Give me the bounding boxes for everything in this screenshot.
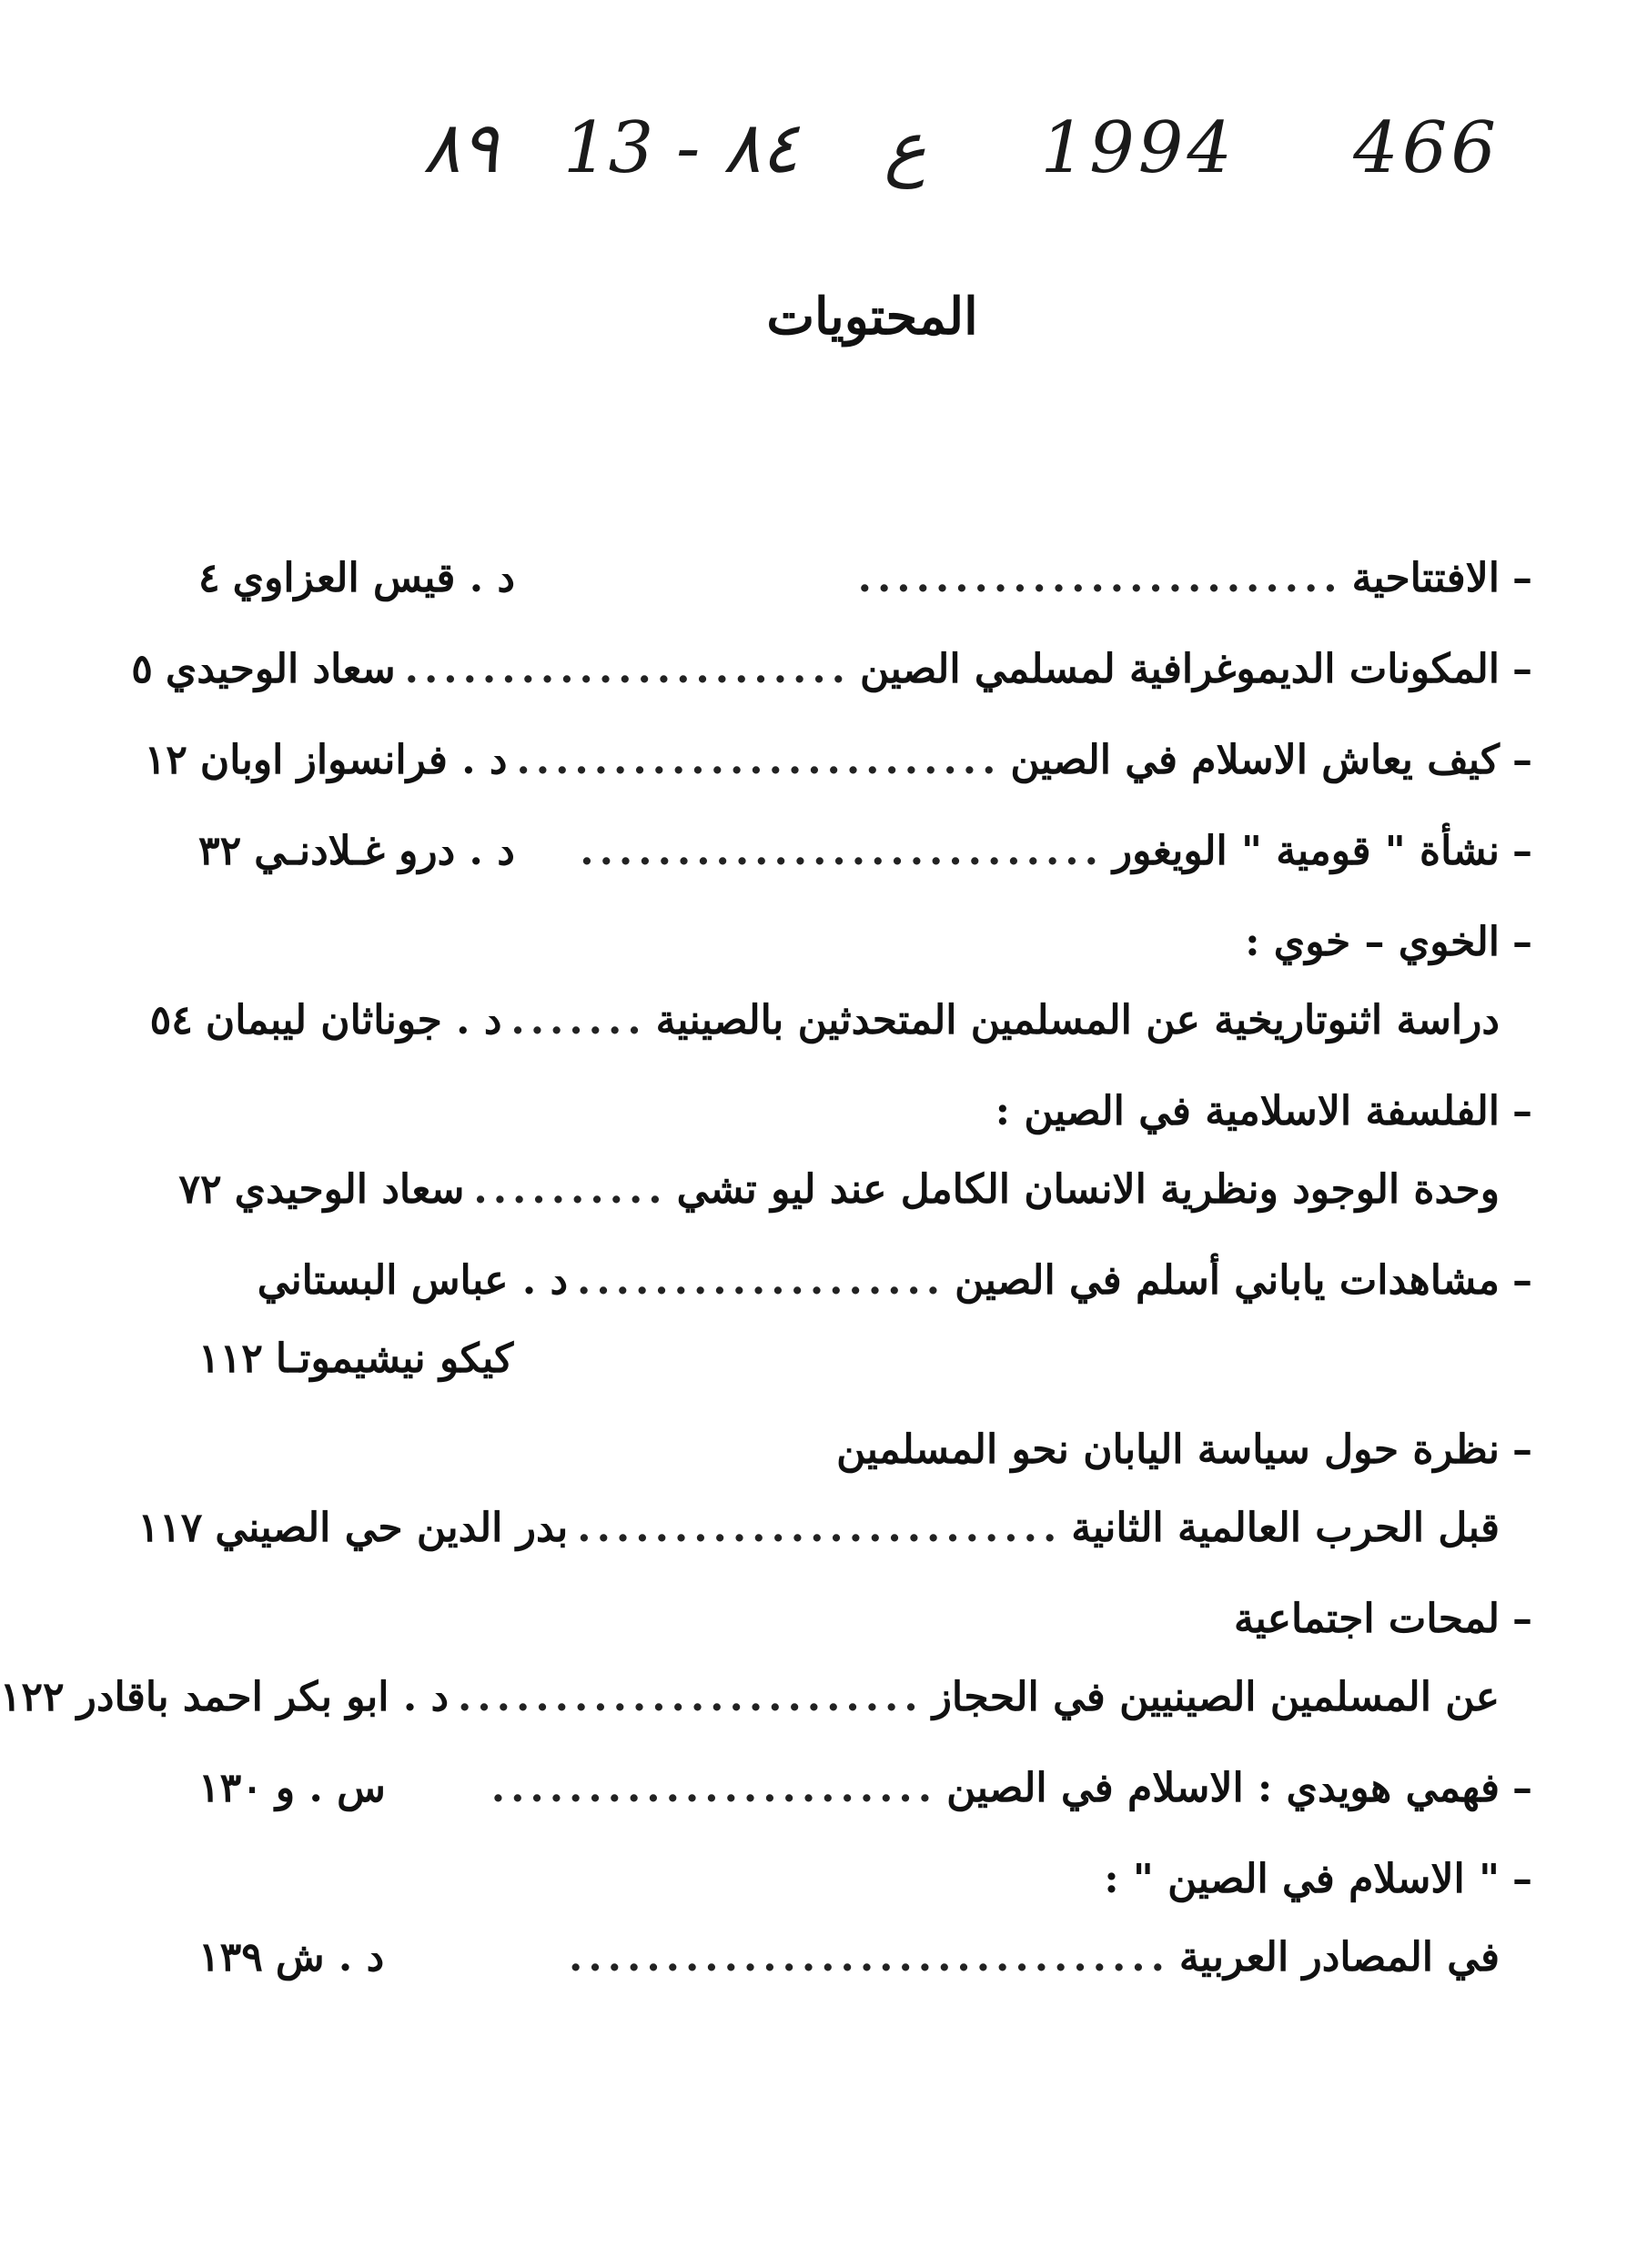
- leader-dots: ........................: [458, 1674, 924, 1720]
- bullet-dash: –: [1512, 1765, 1532, 1811]
- leader-dots: .........................: [516, 737, 1002, 783]
- bullet-dash: –: [1512, 1426, 1532, 1473]
- toc-entry-heading: [198, 1856, 1545, 1934]
- leader-dots: ...................: [577, 1257, 946, 1304]
- leader-dots: .........................: [857, 555, 1343, 601]
- entry-subtitle: في المصادر العربية: [1178, 1934, 1500, 1981]
- entry-page: ١٣٩: [198, 1934, 263, 1981]
- handwritten-catalog-note: [326, 107, 1509, 217]
- entry-page: ٤: [198, 555, 220, 601]
- entry-page: ١١٢: [198, 1336, 263, 1382]
- leader-dots: ...........................: [580, 828, 1104, 874]
- toc-entry: [131, 646, 1545, 737]
- entry-page: ١٢٢: [0, 1674, 65, 1720]
- handwritten-pages: ٨٩: [422, 107, 499, 189]
- entry-author: كيكو نيشيموتـا: [275, 1336, 514, 1382]
- entry-page: ١٢: [144, 737, 187, 783]
- toc-entry-heading: [198, 1088, 1545, 1166]
- bullet-dash: –: [1512, 1856, 1532, 1902]
- toc-entry: [198, 828, 1545, 919]
- toc-entry: [198, 1765, 1545, 1856]
- handwritten-issue: 13 - ٨٤: [563, 107, 799, 189]
- entry-author: س . و: [275, 1765, 386, 1811]
- entry-title: نظرة حول سياسة اليابان نحو المسلمين: [836, 1426, 1500, 1473]
- entry-author: د . عباس البستاني: [257, 1257, 569, 1304]
- toc-entry-heading: [198, 1596, 1545, 1674]
- leader-dots: .........................: [577, 1505, 1063, 1551]
- bullet-dash: –: [1512, 737, 1532, 783]
- entry-author: د . ابو بكر احمد باقادر: [76, 1674, 450, 1720]
- entry-author: سعاد الوحيدي: [165, 646, 396, 692]
- bullet-dash: –: [1512, 1257, 1532, 1304]
- bullet-dash: –: [1512, 1088, 1532, 1134]
- toc-entry: [144, 737, 1545, 828]
- entry-author: سعاد الوحيدي: [234, 1166, 465, 1213]
- bullet-dash: –: [1512, 555, 1532, 601]
- entry-page: ٥: [131, 646, 153, 692]
- entry-page: ٣٢: [198, 828, 242, 874]
- handwritten-code: 466: [1353, 107, 1500, 189]
- toc-entry-subline: [178, 1166, 1545, 1257]
- toc-entry-heading: [198, 919, 1545, 997]
- toc-entry-subline: [0, 1674, 1545, 1765]
- entry-page: ١٣٠: [198, 1765, 263, 1811]
- toc-entry: [198, 555, 1545, 646]
- bullet-dash: –: [1512, 646, 1532, 692]
- handwritten-year: 1994: [1040, 107, 1236, 189]
- leader-dots: .......................: [490, 1765, 938, 1811]
- entry-title: كيف يعاش الاسلام في الصين: [1010, 737, 1500, 783]
- entry-page: ٥٤: [149, 997, 193, 1043]
- entry-title: مشاهدات ياباني أسلم في الصين: [955, 1257, 1500, 1304]
- entry-title: المكونات الديموغرافية لمسلمي الصين: [859, 646, 1500, 692]
- entry-author: د . درو غـلادنـي: [254, 828, 515, 874]
- entry-title: " الاسلام في الصين " :: [1104, 1856, 1500, 1902]
- bullet-dash: –: [1512, 828, 1532, 874]
- leader-dots: .......................: [404, 646, 851, 692]
- leader-dots: ...............................: [569, 1934, 1170, 1981]
- entry-author: د . فرانسواز اوبان: [199, 737, 508, 783]
- entry-page: ١١٧: [137, 1505, 203, 1551]
- entry-page: ٧٢: [178, 1166, 222, 1213]
- toc-entry-subline: [198, 1934, 1545, 2025]
- entry-subtitle: قبل الحرب العالمية الثانية: [1071, 1505, 1500, 1551]
- table-of-contents: [0, 555, 1545, 2025]
- entry-subtitle: دراسة اثنوتاريخية عن المسلمين المتحدثين بالصينية: [655, 997, 1500, 1043]
- entry-title: الافتتاحية: [1351, 555, 1500, 601]
- entry-author: د . قيس العزاوي: [232, 555, 515, 601]
- leader-dots: ..........: [473, 1166, 668, 1213]
- toc-entry: [198, 1257, 1545, 1336]
- entry-title: نشأة " قومية " الويغور: [1112, 828, 1500, 874]
- leader-dots: .......: [510, 997, 647, 1043]
- handwritten-letter: ع: [884, 107, 926, 189]
- entry-title: فهمي هويدي : الاسلام في الصين: [946, 1765, 1500, 1811]
- toc-entry-heading: [198, 1426, 1545, 1505]
- toc-entry-subline: [149, 997, 1545, 1088]
- toc-entry-subline: [137, 1505, 1545, 1596]
- entry-title: الفلسفة الاسلامية في الصين :: [995, 1088, 1500, 1134]
- bullet-dash: –: [1512, 919, 1532, 965]
- entry-subtitle: عن المسلمين الصينيين في الحجاز: [932, 1674, 1500, 1720]
- entry-author: د . ش: [275, 1934, 385, 1981]
- entry-author: د . جوناثان ليبمان: [205, 997, 502, 1043]
- toc-entry-subline: [198, 1336, 1545, 1426]
- entry-subtitle: وحدة الوجود ونظرية الانسان الكامل عند ليو تشي: [676, 1166, 1500, 1213]
- bullet-dash: –: [1512, 1596, 1532, 1642]
- entry-title: لمحات اجتماعية: [1233, 1596, 1500, 1642]
- entry-author: بدر الدين حي الصيني: [215, 1505, 569, 1551]
- page-title: المحتويات: [766, 287, 978, 347]
- entry-title: الخوي – خوي :: [1245, 919, 1500, 965]
